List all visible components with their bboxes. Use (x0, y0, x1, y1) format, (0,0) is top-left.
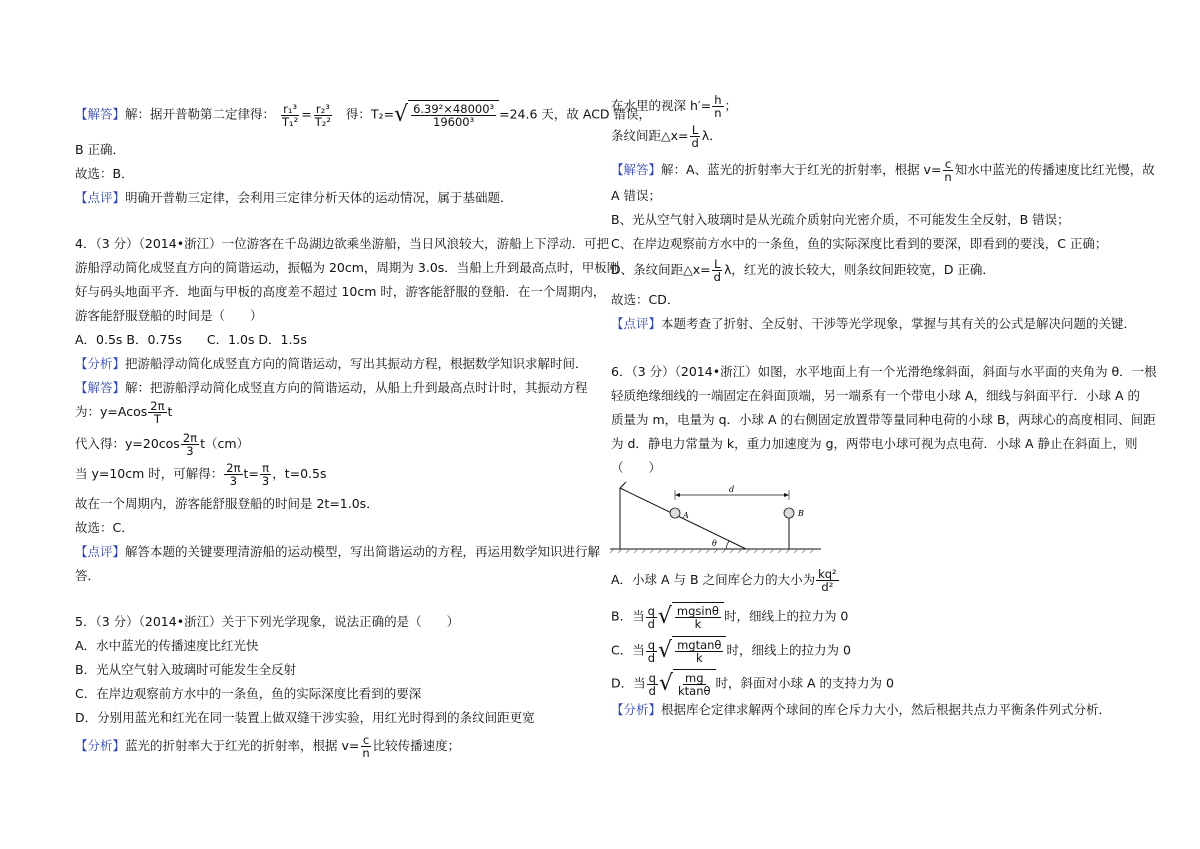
q6-analysis: 【分析】根据库仑定律求解两个球间的库仑斥力大小，然后根据共点力平衡条件列式分析． (611, 702, 1112, 717)
q5-option-b: B．光从空气射入玻璃时可能发生全反射 (75, 662, 297, 677)
q4-answer-5: 故在一个周期内，游客能舒服登船的时间是 2t=1.0s． (75, 496, 379, 511)
sqrt-expression: √ $\frac{\text{6.39²×48000³}}{\text{19600³}}$ (394, 100, 499, 130)
q5-answer-3: B、光从空气射入玻璃时是从光疏介质射向光密介质，不可能发生全反射，B 错误； (611, 212, 1070, 227)
q4-analysis: 【分析】把游船浮动简化成竖直方向的简谐运动，写出其振动方程，根据数学知识求解时间． (75, 356, 588, 371)
q3-b-correct: B 正确． (75, 142, 126, 157)
ball-b-label: B (798, 509, 804, 518)
q5-answer-4: C、在岸边观察前方水中的一条鱼，鱼的实际深度比看到的要深，即看到的要浅，C 正确； (611, 236, 1108, 251)
q5-visual-depth: 在水里的视深 h′= $\frac{h}{n}$ ； (611, 93, 738, 120)
q6-option-a: A．小球 A 与 B 之间库仑力的大小为 $\frac{\text{kq²}}{\text{d²}}$ (611, 567, 837, 594)
q4-comment: 【点评】解答本题的关键要理清游船的运动模型，写出简谐运动的方程，再运用数学知识进行解 (75, 544, 601, 559)
q5-answer-5: D、条纹间距△x= $\frac{L}{d}$ λ，红光的波长较大，则条纹间距较宽，D 正确． (611, 257, 995, 284)
q4-choice: 故选：C． (75, 520, 134, 535)
q3-choice: 故选：B． (75, 166, 134, 181)
theta-label: θ (712, 539, 717, 548)
q4-options: A．0.5s B．0.75s C．1.0s D．1.5s (75, 332, 307, 347)
q5-fringe-spacing: 条纹间距△x= $\frac{L}{d}$ λ． (611, 123, 722, 150)
q6-stem-5: （ ） (611, 460, 662, 475)
q5-option-c: C．在岸边观察前方水中的一条鱼，鱼的实际深度比看到的要深 (75, 686, 422, 701)
q5-option-d: D．分别用蓝光和红光在同一装置上做双缝干涉实验，用红光时得到的条纹间距更宽 (75, 710, 535, 725)
q4-answer-1: 【解答】解：把游船浮动简化成竖直方向的简谐运动，从船上升到最高点时计时，其振动方程 (75, 380, 588, 395)
q3-comment: 【点评】明确开普勒三定律，会利用三定律分析天体的运动情况，属于基础题． (75, 190, 513, 205)
q3-answer-line: 【解答】解：据开普勒第二定律得： $\frac{\text{r₁³}}{\text{T₁²}}$ = $\frac{\text{r₂³}}{\text{T₂²}}$ 得：T₂= √ $\frac{\text{6.39²×48000³}}{\text{19600³}}$ =24.6 天，故 ACD 错误， (75, 101, 652, 129)
q6-stem-4: 为 d．静电力常量为 k，重力加速度为 g，两带电小球可视为点电荷．小球 A 静止在斜面上，则 (611, 436, 1138, 451)
distance-d-label: d (729, 485, 735, 494)
q5-analysis: 【分析】蓝光的折射率大于红光的折射率，根据 v= $\frac{c}{n}$ 比较传播速度； (75, 733, 461, 760)
fraction-r1-t1: $\frac{\text{r₁³}}{\text{T₁²}}$ (282, 101, 299, 129)
q6-stem-1: 6．（3 分）（2014•浙江）如图，水平地面上有一个光滑绝缘斜面，斜面与水平面的夹角为 θ．一根 (611, 364, 1157, 379)
q6-stem-2: 轻质绝缘细线的一端固定在斜面顶端，另一端系有一个带电小球 A，细线与斜面平行．小球 A 的 (611, 388, 1141, 403)
q6-option-c: C．当 $\frac{q}{d}$ √ $\frac{mgtan\theta}{k}$ 时，细线上的拉力为 0 (611, 637, 851, 665)
q6-option-b: B．当 $\frac{q}{d}$ √ $\frac{mgsin\theta}{k}$ 时，细线上的拉力为 0 (611, 603, 849, 631)
q4-stem-3: 好与码头地面平齐．地面与甲板的高度差不超过 10cm 时，游客能舒服的登船．在一个周期内， (75, 284, 606, 299)
q5-choice: 故选：CD． (611, 292, 680, 307)
q5-answer-2: A 错误； (611, 188, 662, 203)
q5-option-a: A．水中蓝光的传播速度比红光快 (75, 638, 259, 653)
q5-comment: 【点评】本题考查了折射、全反射、干涉等光学现象，掌握与其有关的公式是解决问题的关键． (611, 316, 1137, 331)
q4-comment-2: 答． (75, 568, 101, 583)
q4-answer-4: 当 y=10cm 时，可解得： $\frac{2\pi}{3}$ t= $\frac{\pi}{3}$ ，t=0.5s (75, 461, 327, 488)
q4-stem-1: 4．（3 分）（2014•浙江）一位游客在千岛湖边欲乘坐游船，当日风浪较大，游船上下浮动．可把 (75, 236, 610, 251)
q5-answer-1: 【解答】解：A、蓝光的折射率大于红光的折射率，根据 v= $\frac{c}{n}$ 知水中蓝光的传播速度比红光慢，故 (611, 157, 1155, 184)
q6-option-d: D．当 $\frac{q}{d}$ √ $\frac{mg}{ktan\theta}$ 时，斜面对小球 A 的支持力为 0 (611, 670, 894, 698)
q4-stem-2: 游船浮动简化成竖直方向的简谐运动，振幅为 20cm，周期为 3.0s．当船上升到最高点时，甲板刚 (75, 260, 620, 275)
q5-stem: 5．（3 分）（2014•浙江）关于下列光学现象，说法正确的是（ ） (75, 614, 460, 629)
q6-stem-3: 质量为 m，电量为 q．小球 A 的右侧固定放置带等量同种电荷的小球 B，两球心的高度相同、间距 (611, 412, 1156, 427)
answer-lead: 解：据开普勒第二定律得： (125, 106, 276, 122)
answer-result: =24.6 天，故 ACD 错误， (499, 106, 652, 122)
q4-stem-4: 游客能舒服登船的时间是（ ） (75, 308, 263, 323)
ball-a-label: A (683, 511, 689, 520)
answer-tag: 【解答】 (75, 106, 126, 122)
incline-figure (608, 478, 823, 554)
answer-gap: 得：T₂= (345, 106, 395, 122)
fraction-r2-t2: $\frac{\text{r₂³}}{\text{T₂²}}$ (314, 101, 331, 129)
q4-answer-3: 代入得：y=20cos $\frac{2\pi}{3}$ t（cm） (75, 431, 250, 458)
q4-answer-2: 为：y=Acos $\frac{2\pi}{T}$ t (75, 399, 173, 426)
